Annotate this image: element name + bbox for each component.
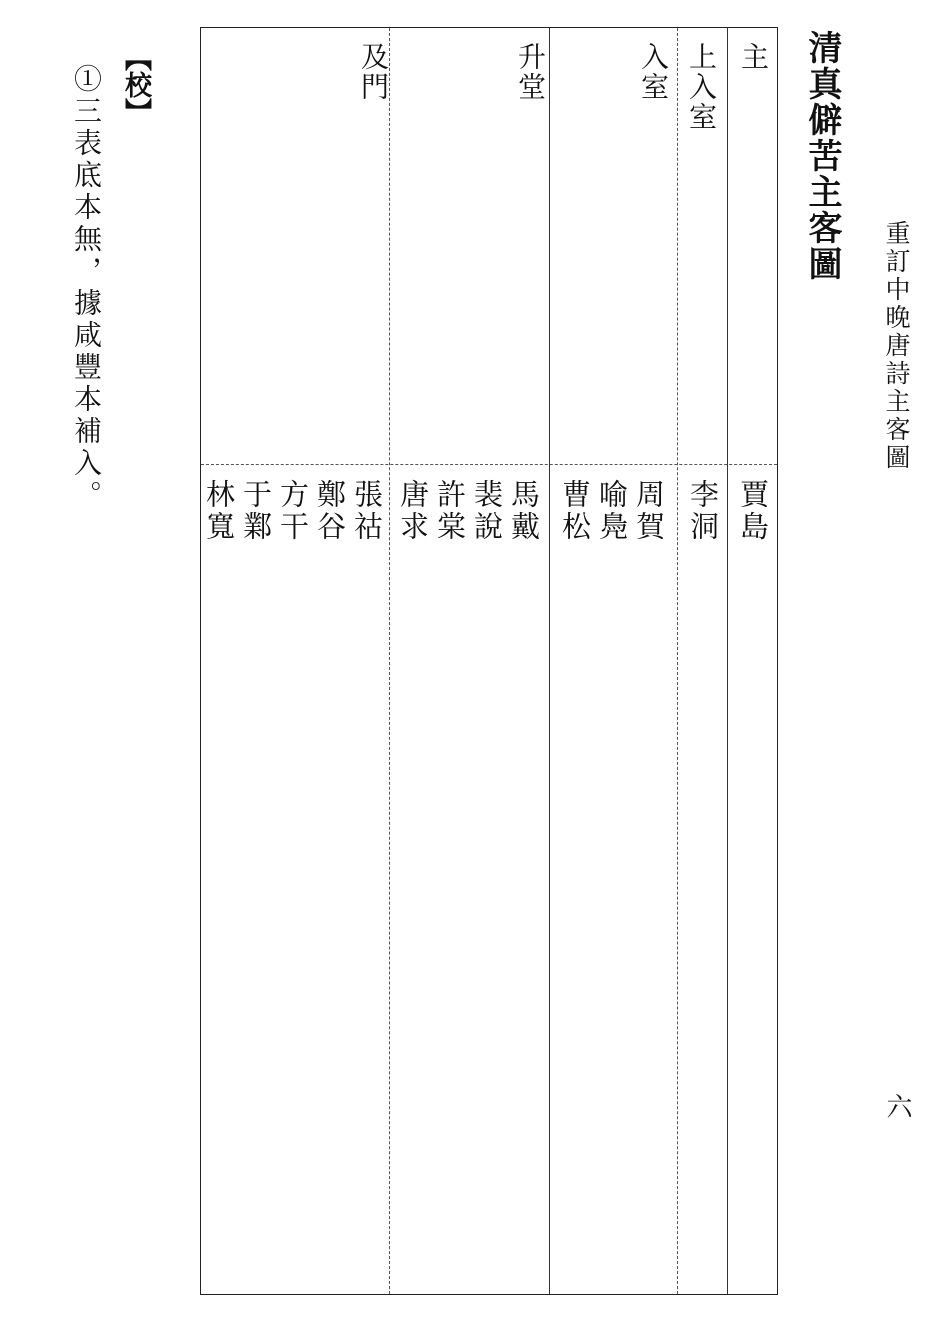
- notes-heading: 【校】: [120, 44, 151, 125]
- name-group: [686, 479, 720, 543]
- poet-table: [200, 27, 778, 1295]
- poet-name: 喻鳧: [595, 479, 629, 543]
- name-group: [202, 479, 384, 543]
- poet-name: 曹松: [558, 479, 592, 543]
- column-divider: [727, 28, 728, 1294]
- poet-name: 許棠: [433, 479, 467, 543]
- poet-name: 裴說: [470, 479, 504, 543]
- poet-name: 周賀: [632, 479, 666, 543]
- category-label: 主: [737, 42, 770, 72]
- poet-name: 方干: [276, 479, 310, 543]
- name-group: [396, 479, 541, 543]
- poet-name: 唐求: [396, 479, 430, 543]
- column-divider: [677, 28, 678, 1294]
- category-label: 升堂: [514, 42, 547, 102]
- running-title: 重訂中晚唐詩主客圖: [882, 220, 911, 472]
- poet-name: 馬戴: [507, 479, 541, 543]
- category-label: 及門: [357, 42, 390, 102]
- column-divider: [389, 28, 390, 1294]
- name-group: [558, 479, 666, 543]
- poet-name: 張祜: [350, 479, 384, 543]
- name-group: [736, 479, 770, 543]
- section-title: 清真僻苦主客圖: [802, 30, 842, 282]
- poet-name: 賈島: [736, 479, 770, 543]
- note-item: ①三表底本無，據咸豐本補入。: [70, 64, 103, 512]
- poet-name: 林寬: [202, 479, 236, 543]
- category-label: 上入室: [685, 42, 718, 132]
- column-divider: [549, 28, 550, 1294]
- row-divider: [201, 464, 777, 465]
- category-label: 入室: [637, 42, 670, 102]
- poet-name: 鄭谷: [313, 479, 347, 543]
- poet-name: 于鄴: [239, 479, 273, 543]
- page-number: 六: [882, 1093, 912, 1119]
- poet-name: 李洞: [686, 479, 720, 543]
